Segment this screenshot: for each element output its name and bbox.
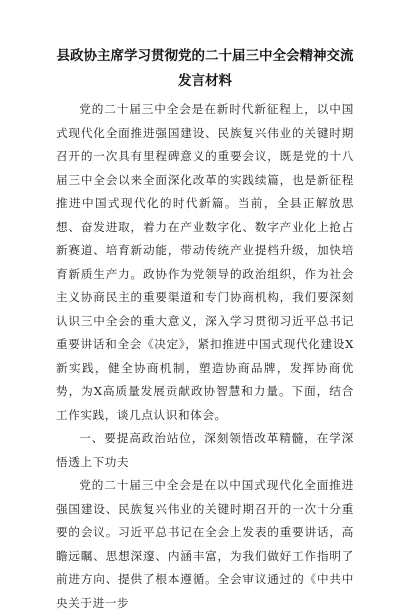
body-paragraph-section-1: 党的二十届三中全会是在以中国式现代化全面推进强国建设、民族复兴伟业的关键时期召开的一次十分重要的会议。习近平总书记在全会上发表的重要讲话，高瞻远瞩、思想深邃、内涵丰富，为我们做好工作指明了前进方向、提供了根本遵循。全会审议通过的《中共中央关于进一步 (56, 478, 354, 610)
document-title: 县政协主席学习贯彻党的二十届三中全会精神交流发言材料 (56, 48, 354, 89)
section-heading-1: 一、要提高政治站位，深刻领悟改革精髓，在学深悟透上下功夫 (56, 431, 354, 469)
body-paragraph-intro: 党的二十届三中全会是在新时代新征程上，以中国式现代化全面推进强国建设、民族复兴伟业的关键时期召开的一次具有里程碑意义的重要会议，既是党的十八届三中全会以来全面深化改革的实践续篇，也是新征程推进中国式现代化的时代新篇。当前，全县正解放思想、奋发进取，着力在产业数字化、数字产业化上抢占新赛道、培育新动能，带动传统产业提档升级，加快培育新质生产力。政协作为党领导的政治组织，作为社会主义协商民主的重要渠道和专门协商机构，我们要深刻认识三中全会的重大意义，深入学习贯彻习近平总书记重要讲话和全会《决定》，紧扣推进中国式现代化建设X新实践，健全协商机制，塑造协商品牌，发挥协商优势，为X高质量发展贡献政协智慧和力量。下面，结合工作实践，谈几点认识和体会。 (56, 102, 354, 422)
